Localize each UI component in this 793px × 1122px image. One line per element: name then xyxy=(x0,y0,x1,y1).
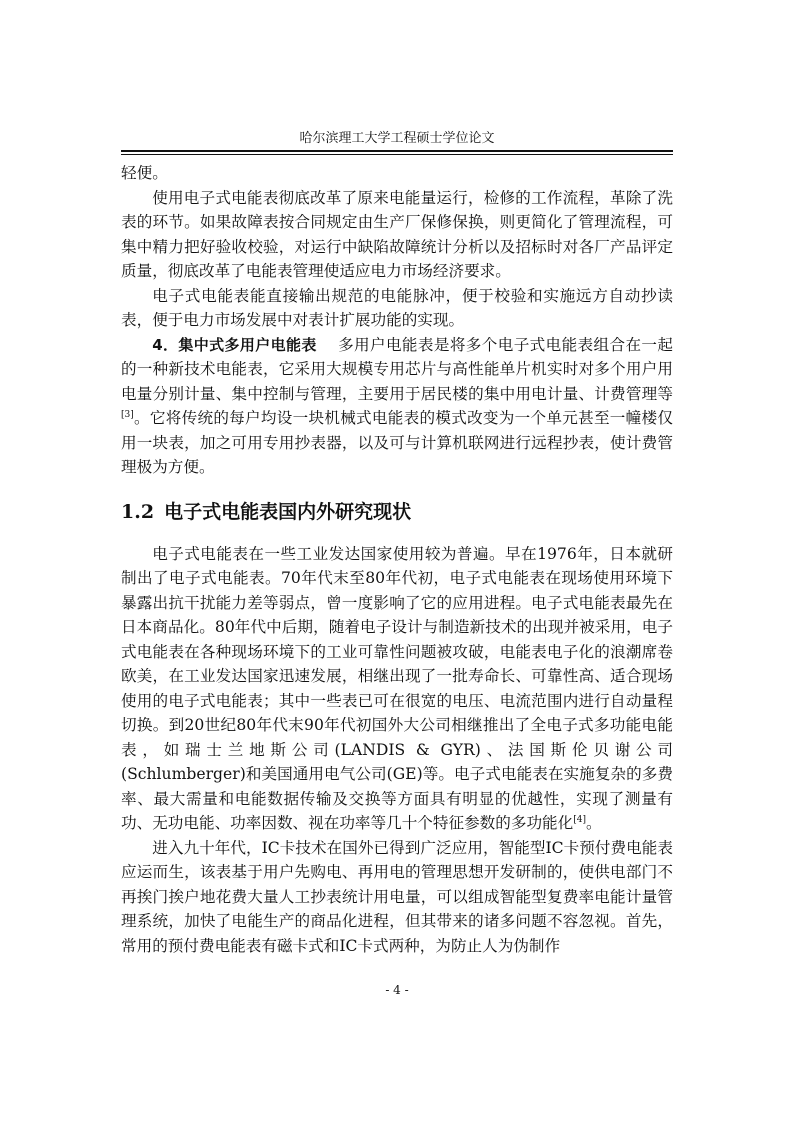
paragraph-4 xyxy=(121,333,673,480)
running-header: 哈尔滨理工大学工程硕士学位论文 xyxy=(299,131,495,146)
header-rule-thin xyxy=(121,154,673,155)
section-heading xyxy=(121,498,673,526)
paragraph-4-lead: 4．集中式多用户电能表 xyxy=(152,335,317,354)
paragraph-6: 进入九十年代，IC卡技术在国外已得到广泛应用，智能型IC卡预付费电能表应运而生，该表基于用户先购电、再用电的管理思想开发研制的，使供电部门不再挨门挨户地花费大量人工抄表统计用电量，可以组成智能型复费率电能计量管理系统，加快了电能生产的商品化进程，但其带来的诸多问题不容忽视。首先，常用的预付费电能表有磁卡式和IC卡式两种，为防止人为伪制作 xyxy=(121,838,673,955)
paragraph-1: 轻便。 xyxy=(121,164,168,182)
header-rule xyxy=(121,150,673,152)
paragraph-4-text-a: 多用户电能表是将多个电子式电能表组合在一起的一种新技术电能表，它采用大规模专用芯片与高性能单片机实时对多个用户用电量分别计量、集中控制与管理，主要用于居民楼的集中用电计量、计费管理等 xyxy=(121,335,673,403)
section-number: 1.2 xyxy=(121,500,155,523)
paragraph-5-text-b: 。 xyxy=(585,814,602,832)
citation-4: [4] xyxy=(573,814,586,825)
paragraph-2: 使用电子式电能表彻底改革了原来电能量运行，检修的工作流程，革除了洗表的环节。如果故障表按合同规定由生产厂保修保换，则更简化了管理流程，可集中精力把好验收校验，对运行中缺陷故障统计分析以及招标时对各厂产品评定质量，彻底改革了电能表管理使适应电力市场经济要求。 xyxy=(121,188,673,280)
section-title: 电子式电能表国内外研究现状 xyxy=(164,500,412,523)
page-body xyxy=(121,161,673,958)
paragraph-5-text-a: 电子式电能表在一些工业发达国家使用较为普遍。早在1976年，日本就研制出了电子式电能表。70年代末至80年代初，电子式电能表在现场使用环境下暴露出抗干扰能力差等弱点，曾一度影响了它的应用进程。电子式电能表最先在日本商品化。80年代中后期，随着电子设计与制造新技术的出现并被采用，电子式电能表在各种现场环境下的工业可靠性问题被攻破，电能表电子化的浪潮席卷欧美，在工业发达国家迅速发展，相继出现了一批寿命长、可靠性高、适合现场使用的电子式电能表；其中一些表已可在很宽的电压、电流范围内进行自动量程切换。到20世纪80年代末90年代初国外大公司相继推出了全电子式多功能电能表，如瑞士兰地斯公司(LANDIS & GYR)、法国斯伦贝谢公司(Schlumberger)和美国通用电气公司(GE)等。电子式电能表在实施复杂的多费率、最大需量和电能数据传输及交换等方面具有明显的优越性，实现了测量有功、无功电能、功率因数、视在功率等几十个特征参数的多功能化 xyxy=(121,544,673,832)
paragraph-5 xyxy=(121,542,673,836)
citation-3: [3] xyxy=(121,409,134,420)
paragraph-4-text-b: 。它将传统的每户均设一块机械式电能表的模式改变为一个单元甚至一幢楼仅用一块表，加之可用专用抄表器，以及可与计算机联网进行远程抄表，使计费管理极为方便。 xyxy=(121,409,673,476)
page-number: - 4 - xyxy=(385,983,409,997)
paragraph-3: 电子式电能表能直接输出规范的电能脉冲，便于校验和实施远方自动抄读表，便于电力市场发展中对表计扩展功能的实现。 xyxy=(121,286,673,329)
